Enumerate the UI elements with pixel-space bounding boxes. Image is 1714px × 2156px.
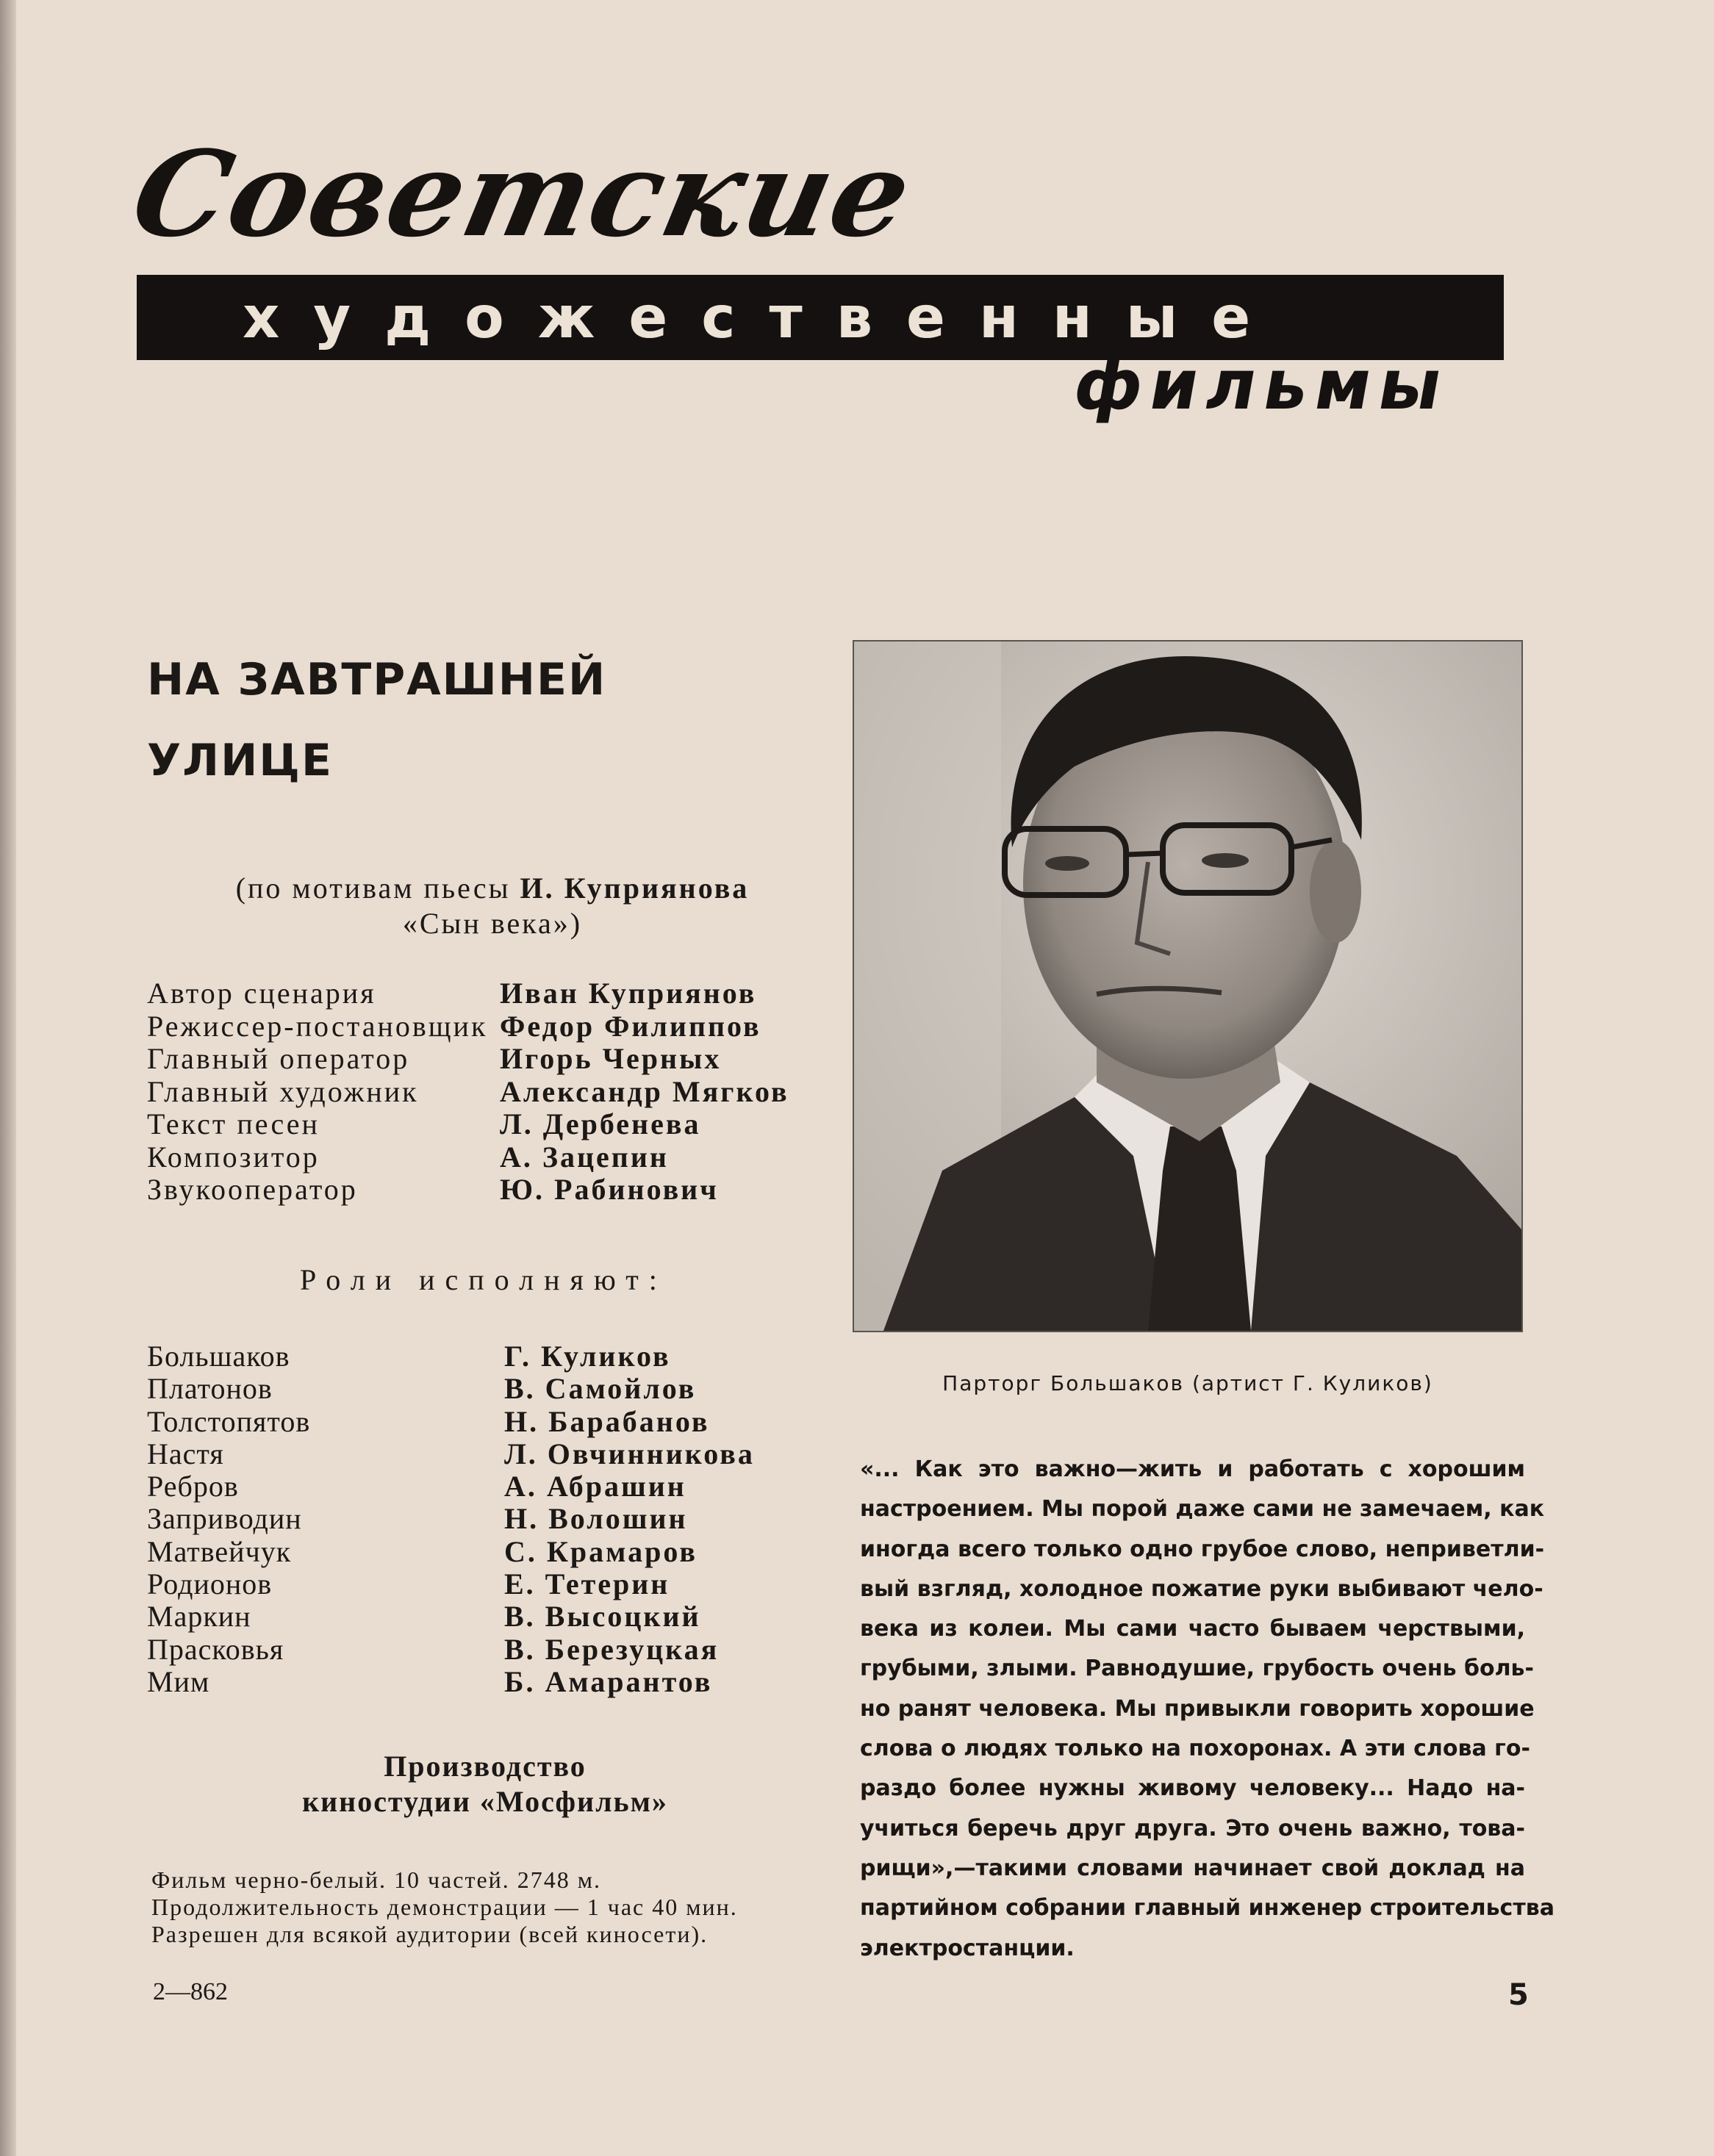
cast-actor: В. Высоцкий [504,1600,701,1634]
credit-row [147,1043,808,1076]
film-info-line: Фильм черно-белый. 10 частей. 2748 м. [151,1866,602,1893]
credit-row [147,977,808,1010]
cast-role: Прасковья [147,1632,284,1666]
cast-row [147,1634,808,1666]
cast-row [147,1470,808,1503]
quote-line: вый взгляд, холодное пожатие руки выбивают чело- [860,1575,1543,1602]
film-info-line: Разрешен для всякой аудитории (всей киносети). [151,1921,709,1947]
credit-role: Главный художник [147,1074,419,1108]
cast-row [147,1600,808,1633]
credit-name: Иван Куприянов [500,977,757,1010]
cast-actor: Л. Овчинникова [504,1437,755,1470]
quote-line: рищи»,—такими словами начинает свой доклад на [860,1855,1525,1881]
cast-role: Заприводин [147,1502,302,1536]
cast-role: Родионов [147,1567,273,1601]
actor-portrait-photo [854,642,1521,1331]
photo-caption: Парторг Большаков (артист Г. Куликов) [942,1371,1433,1395]
cast-role: Платонов [147,1372,273,1406]
cast-role: Маркин [147,1600,251,1634]
credit-name: А. Зацепин [500,1140,669,1174]
masthead-bar-title: художественные [243,285,1285,351]
quote-line: грубыми, злыми. Равнодушие, грубость очень боль- [860,1656,1534,1682]
credit-name: Александр Мягков [500,1074,789,1108]
source-author: И. Куприянова [520,872,750,905]
cast-actor: В. Березуцкая [504,1632,720,1666]
quote-line: слова о людях только на похоронах. А эти слова го- [860,1736,1530,1762]
cast-role: Ребров [147,1470,239,1503]
credit-row [147,1141,808,1174]
cast-row [147,1406,808,1438]
cast-actor: Н. Барабанов [504,1404,710,1438]
cast-row [147,1568,808,1600]
quote-line: века из колеи. Мы сами часто бываем черствыми, [860,1616,1525,1642]
cast-row [147,1438,808,1470]
quote-line: «... Как это важно—жить и работать с хорошим [860,1456,1525,1482]
cast-row [147,1340,808,1373]
credit-role: Композитор [147,1140,320,1174]
film-info-line: Продолжительность демонстрации — 1 час 40 мин. [151,1894,738,1920]
cast-actor: В. Самойлов [504,1372,697,1406]
cast-row [147,1666,808,1698]
cast-list [147,1340,808,1698]
film-source [147,871,838,941]
cast-actor: С. Крамаров [504,1534,698,1568]
credit-name: Федор Филиппов [500,1009,761,1043]
quote-line: учиться беречь друг друга. Это очень важно, това- [860,1815,1525,1841]
cast-role: Настя [147,1437,224,1470]
cast-row [147,1536,808,1568]
quote-line: электростанции. [860,1935,1075,1961]
film-title-line: УЛИЦЕ [147,735,333,786]
credit-row [147,1010,808,1043]
cast-role: Большаков [147,1340,290,1373]
cast-actor: Г. Куликов [504,1340,671,1373]
quote-line: настроением. Мы порой даже сами не замечаем, как [860,1496,1545,1523]
masthead-films-title: фильмы [1067,345,1456,425]
cast-role: Мим [147,1664,210,1698]
page-number: 5 [1508,1978,1529,2012]
credit-row [147,1174,808,1207]
credit-name: Игорь Черных [500,1042,722,1075]
credit-name: Ю. Рабинович [500,1173,719,1206]
quote-line: иногда всего только одно грубое слово, неприветли- [860,1536,1545,1562]
credit-role: Текст песен [147,1107,320,1140]
print-code: 2—862 [153,1978,228,2005]
source-play: «Сын века») [402,907,583,940]
cast-actor: Б. Амарантов [504,1664,713,1698]
cast-row [147,1373,808,1405]
credit-role: Режиссер-постановщик [147,1009,488,1043]
credit-row [147,1076,808,1109]
film-title [147,639,606,801]
cast-actor: А. Абрашин [504,1470,686,1503]
credits-list [147,977,808,1207]
credit-role: Автор сценария [147,977,376,1010]
studio-line: киностудии «Мосфильм» [302,1785,668,1818]
quote-line: партийном собрании главный инженер строительства [860,1895,1555,1922]
cast-row [147,1503,808,1535]
film-technical-info [151,1866,828,1948]
roles-heading: Роли исполняют: [300,1263,667,1296]
credit-name: Л. Дербенева [500,1107,701,1140]
masthead-script-title: Советские [121,125,925,263]
film-quote [860,1450,1555,1969]
quote-line: но ранят человека. Мы привыкли говорить хорошие [860,1695,1535,1722]
portrait-illustration [854,642,1521,1331]
credit-role: Звукооператор [147,1173,358,1206]
cast-actor: Е. Тетерин [504,1567,670,1601]
page-binding-edge [0,0,16,2156]
cast-role: Толстопятов [147,1404,311,1438]
studio-credit [147,1749,823,1819]
cast-actor: Н. Волошин [504,1502,688,1536]
quote-line: раздо более нужны живому человеку... Надо на- [860,1775,1525,1802]
cast-role: Матвейчук [147,1534,292,1568]
source-prefix: (по мотивам пьесы [235,872,511,905]
credit-role: Главный оператор [147,1042,410,1075]
credit-row [147,1108,808,1141]
studio-line: Производство [384,1750,587,1783]
film-title-line: НА ЗАВТРАШНЕЙ [147,654,607,705]
